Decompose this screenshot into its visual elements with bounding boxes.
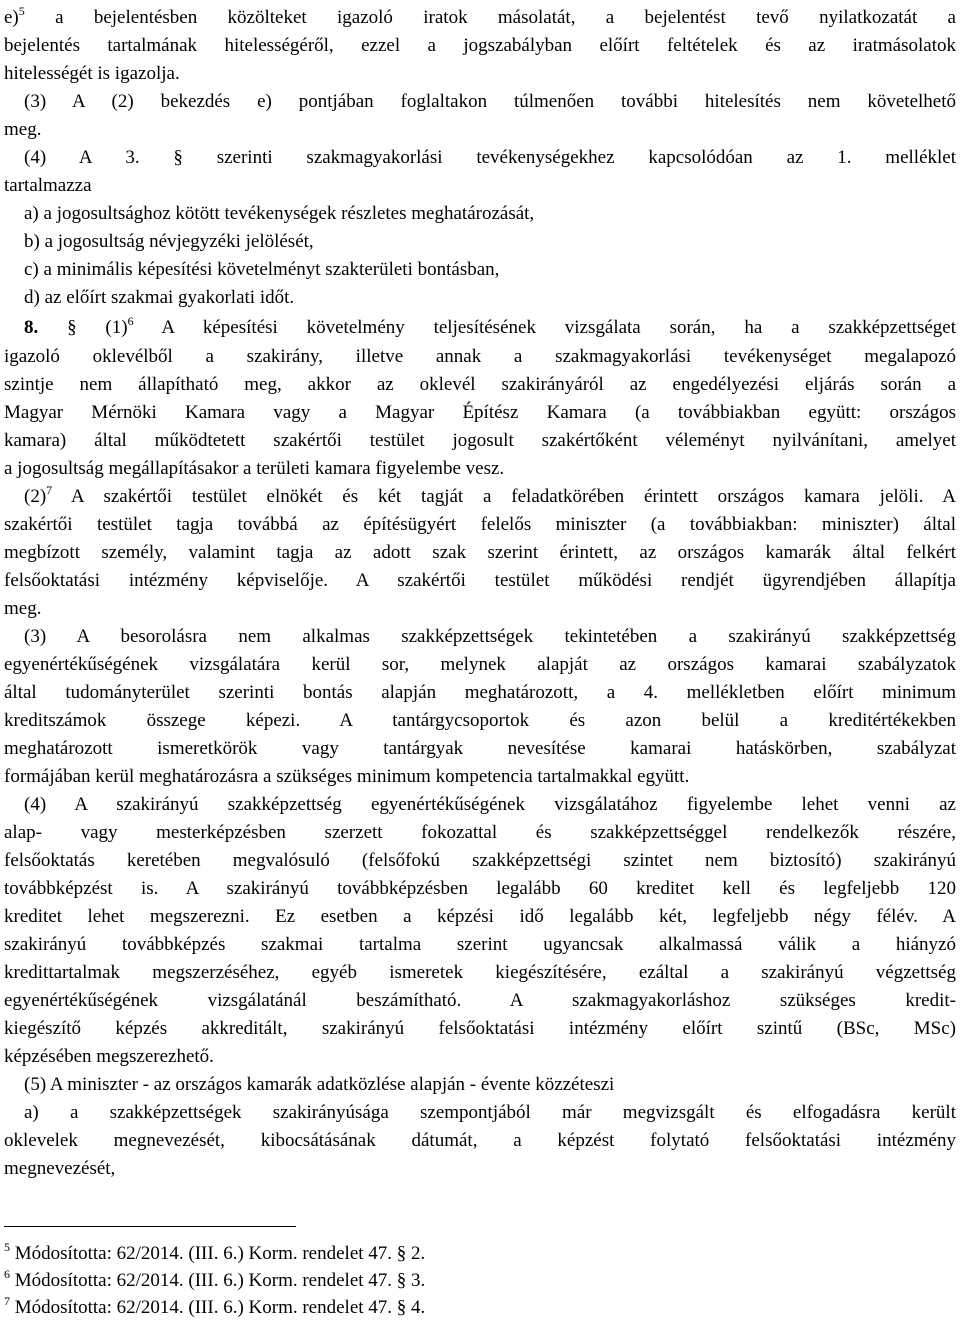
footnote-number: 6 [4,1267,10,1281]
list-item: b) a jogosultság névjegyzéki jelölését, [24,231,314,252]
text-line: szintje nem állapítható meg, akkor az oklevél szakirányáról az engedélyezési eljárás során a [4,374,956,395]
text-line: kiegészítő képzés akkreditált, szakirányú felsőoktatási intézmény előírt szintű (BSc, MSc) [4,1018,956,1039]
text-line: hitelességét is igazolja. [4,63,180,84]
text-line: továbbképzést is. A szakirányú továbbképzésben legalább 60 kreditet kell és legfeljebb 120 [4,878,956,899]
text-line: (3) A (2) bekezdés e) pontjában foglaltakon túlmenően további hitelesítés nem követelhető [24,91,956,112]
text-line: felsőoktatás keretében megvalósuló (felsőfokú szakképzettségi szintet nem biztosító) szakirányú [4,850,956,871]
text-line: oklevelek megnevezését, kibocsátásának dátumát, a képzést folytató felsőoktatási intézmény [4,1130,956,1151]
text-line: e)$^5$ a bejelentésben közölteket igazoló iratok másolatát, a bejelentést tevő nyilatkozatát a [4,4,956,28]
text-line: képzésében megszerezhető. [4,1046,214,1067]
list-item: a) a jogosultsághoz kötött tevékenységek részletes meghatározását, [24,203,535,224]
footnote-divider [4,1226,296,1227]
footnote: $^5$ Módosította: 62/2014. (III. 6.) Korm. rendelet 47. § 2. [4,1240,426,1264]
text-line: megbízott személy, valamint tagja az adott szak szerint érintett, az országos kamarák által felkért [4,542,956,563]
text-line: (4) A szakirányú szakképzettség egyenértékűségének vizsgálatához figyelembe lehet venni az [24,794,956,815]
text-line: a jogosultság megállapításakor a területi kamara figyelembe vesz. [4,458,505,479]
text-line: (5) A miniszter - az országos kamarák adatközlése alapján - évente közzéteszi [24,1074,615,1095]
text-line: igazoló oklevélből a szakirány, illetve annak a szakmagyakorlási tevékenységet megalapozó [4,346,956,367]
text-line: kredittartalmak megszerzéséhez, egyéb ismeretek kiegészítésére, ezáltal a szakirányú végzettség [4,962,956,983]
text-line: formájában kerül meghatározásra a szükséges minimum kompetencia tartalmakkal együtt. [4,766,690,787]
text-line: kreditszámok összege képezi. A tantárgycsoportok és azon belül a kreditértékekben [4,710,956,731]
text-line: megnevezését, [4,1158,116,1179]
text-line: szakirányú továbbképzés szakmai tartalma szerint ugyancsak alkalmassá válik a hiányzó [4,934,956,955]
footnote-ref: 5 [18,4,25,18]
text-line: kamara) által működtetett szakértői testület jogosult szakértőként véleményt nyilvánítani, amelyet [4,430,956,451]
list-item: a) a szakképzettségek szakirányúsága szempontjából már megvizsgált és elfogadásra került [24,1102,956,1123]
text-line: tartalmazza [4,175,92,196]
text-line: alap- vagy mesterképzésben szerzett fokozattal és szakképzettséggel rendelkezők részére, [4,822,956,843]
text-line: meg. [4,598,42,619]
footnote: $^7$ Módosította: 62/2014. (III. 6.) Korm. rendelet 47. § 4. [4,1294,426,1318]
text-line: szakértői testület tagja továbbá az építésügyért felelős miniszter (a továbbiakban: miniszter) által [4,514,956,535]
text-line: bejelentés tartalmának hitelességéről, ezzel a jogszabályban előírt feltételek és az iratmásolatok [4,35,956,56]
text-line: (3) A besorolásra nem alkalmas szakképzettségek tekintetében a szakirányú szakképzettség [24,626,956,647]
text-line: (4) A 3. § szerinti szakmagyakorlási tevékenységekhez kapcsolódóan az 1. melléklet [24,147,956,168]
footnote-ref: 7 [46,483,53,497]
footnote: $^6$ Módosította: 62/2014. (III. 6.) Korm. rendelet 47. § 3. [4,1267,426,1291]
text-line: egyenértékűségének vizsgálatánál beszámítható. A szakmagyakorláshoz szükséges kredit- [4,990,956,1011]
text-line: által tudományterület szerinti bontás alapján meghatározott, a 4. mellékletben előírt minimum [4,682,956,703]
text-line: kreditet lehet megszerezni. Ez esetben a képzési idő legalább két, legfeljebb négy félév. A [4,906,956,927]
list-item: c) a minimális képesítési követelményt szakterületi bontásban, [24,259,500,280]
text-line: meg. [4,119,42,140]
list-item: d) az előírt szakmai gyakorlati időt. [24,287,295,308]
text-line: felsőoktatási intézmény képviselője. A szakértői testület működési rendjét ügyrendjében állapítja [4,570,956,591]
text-line: meghatározott ismeretkörök vagy tantárgyak nevesítése kamarai hatáskörben, szabályzat [4,738,956,759]
footnote-number: 7 [4,1294,10,1308]
footnote-number: 5 [4,1240,10,1254]
section-heading-line: 8. § $(1)^6$ A képesítési követelmény teljesítésének vizsgálata során, ha a szakképzettséget [24,314,957,338]
text-line: $(2)^7$ A szakértői testület elnökét és két tagját a feladatkörében érintett országos kamara jelöli. A [24,483,956,507]
text-line: egyenértékűségének vizsgálatára kerül sor, melynek alapját az országos kamarai szabályzatok [4,654,956,675]
text-line: Magyar Mérnöki Kamara vagy a Magyar Építész Kamara (a továbbiakban együtt: országos [4,402,956,423]
footnote-ref: 6 [127,314,134,328]
section-number: 8. [24,317,39,338]
